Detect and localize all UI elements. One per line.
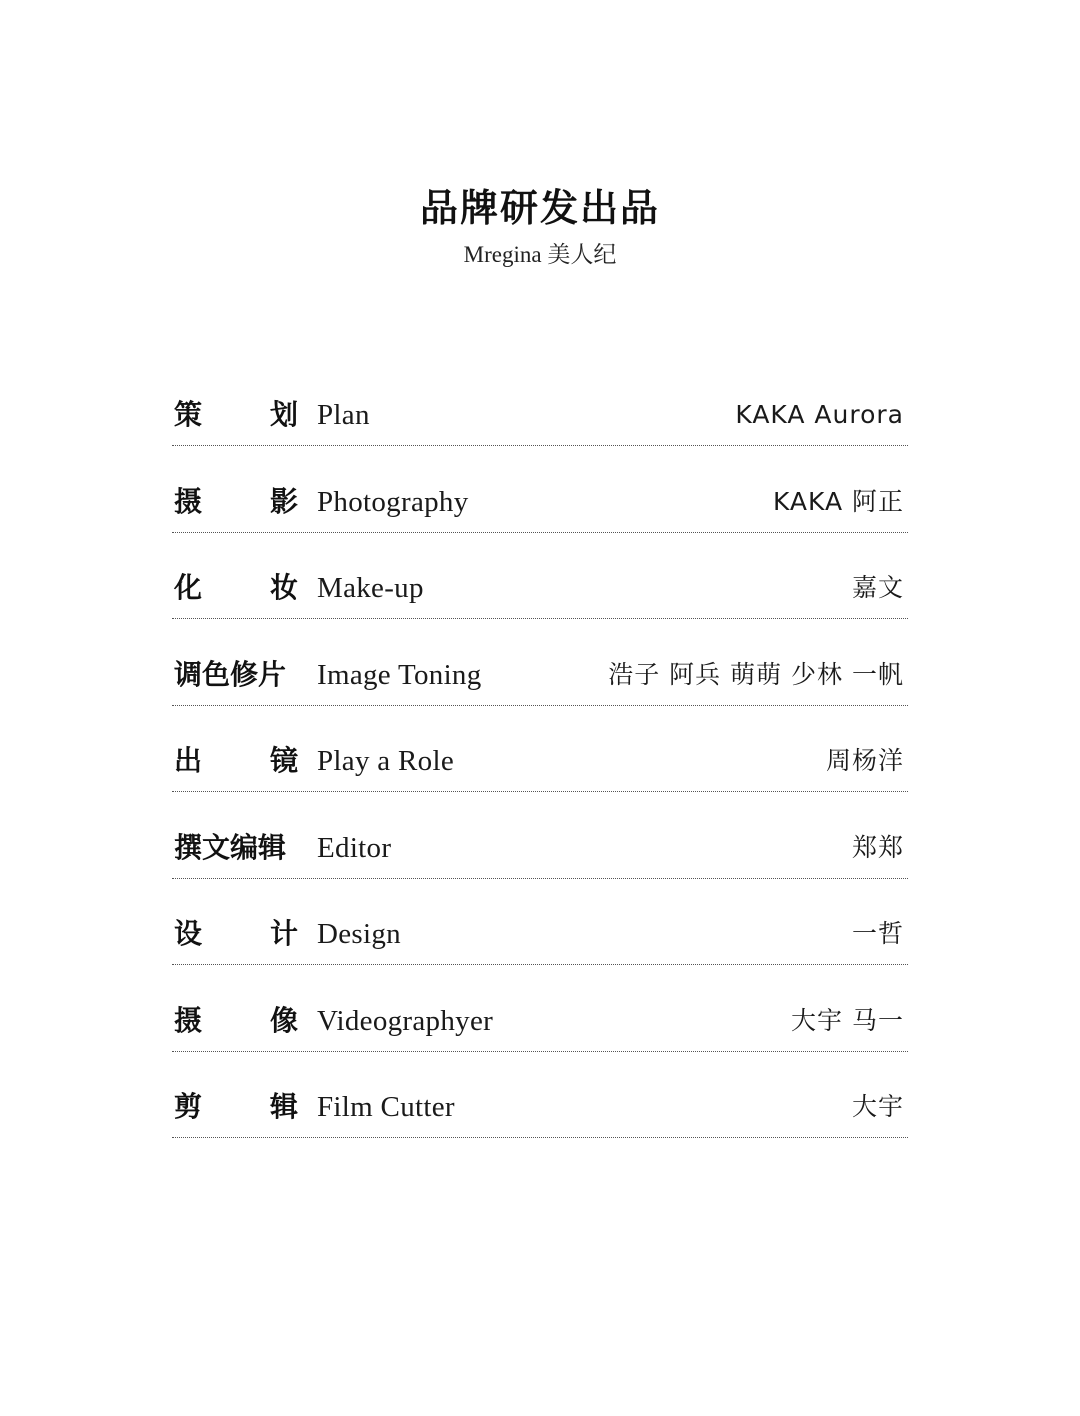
credit-role-zh xyxy=(174,395,298,435)
credit-role-zh-part: 策 xyxy=(174,398,203,431)
credit-person: 一哲 xyxy=(851,919,904,948)
credit-person: 周杨洋 xyxy=(825,746,904,775)
credit-person: 浩子 阿兵 萌萌 少林 一帆 xyxy=(608,659,904,689)
credit-role-en: Photography xyxy=(317,485,469,518)
credit-role-en: Film Cutter xyxy=(317,1091,455,1123)
credit-role-zh-part: 剪 xyxy=(174,1090,203,1123)
credit-role-zh xyxy=(174,741,298,781)
credit-role-zh xyxy=(174,1001,298,1041)
credit-role-zh-part: 镜 xyxy=(269,744,298,777)
credit-role-zh-part: 计 xyxy=(269,917,298,950)
credit-role-en: Editor xyxy=(317,831,392,864)
page-header xyxy=(0,180,1080,272)
credit-person: 大宇 马一 xyxy=(791,1005,904,1035)
credit-role-zh xyxy=(174,914,298,954)
credits-list xyxy=(172,381,908,1160)
credit-role-zh-part: 妆 xyxy=(269,571,298,604)
credit-person: KAKA Aurora xyxy=(735,400,904,429)
credit-role-zh xyxy=(174,568,298,608)
page-subtitle: Mregina 美人纪 xyxy=(463,242,617,267)
credit-row xyxy=(172,900,908,965)
page-title: 品牌研发出品 xyxy=(419,186,660,230)
credit-role-zh-part: 调色修片 xyxy=(174,657,287,691)
credit-role-zh-part: 摄 xyxy=(174,484,203,518)
credit-role-en: Videographyer xyxy=(317,1004,494,1037)
credit-role-zh-part: 辑 xyxy=(269,1090,298,1123)
credit-role-zh-part: 出 xyxy=(174,744,203,777)
credit-role-en: Play a Role xyxy=(317,745,455,777)
credit-role-zh xyxy=(174,655,298,695)
credit-person: 嘉文 xyxy=(851,573,904,602)
credit-row xyxy=(172,1073,908,1138)
credit-row xyxy=(172,727,908,792)
credit-role-zh xyxy=(174,482,298,522)
credit-role-en: Design xyxy=(317,918,401,950)
credit-role-zh-part: 影 xyxy=(269,484,298,518)
credit-role-zh-part: 划 xyxy=(269,398,298,431)
credit-role-zh-part: 设 xyxy=(174,917,203,950)
credit-role-zh-part: 撰文编辑 xyxy=(174,830,287,864)
credit-person: KAKA 阿正 xyxy=(772,486,904,516)
credit-row xyxy=(172,468,908,533)
credit-row xyxy=(172,814,908,879)
credit-person: 大宇 xyxy=(851,1092,904,1121)
credit-row xyxy=(172,987,908,1052)
credit-role-zh xyxy=(174,1087,298,1127)
credit-role-zh-part: 化 xyxy=(174,571,203,604)
credit-row xyxy=(172,554,908,619)
credit-role-zh xyxy=(174,828,298,868)
credit-role-en: Plan xyxy=(317,399,370,431)
credit-role-en: Make-up xyxy=(317,572,424,604)
credit-row xyxy=(172,641,908,706)
credit-person: 郑郑 xyxy=(851,832,904,862)
credit-role-zh-part: 像 xyxy=(269,1003,298,1037)
credit-role-zh-part: 摄 xyxy=(174,1003,203,1037)
credit-row xyxy=(172,381,908,446)
credit-role-en: Image Toning xyxy=(317,658,482,691)
